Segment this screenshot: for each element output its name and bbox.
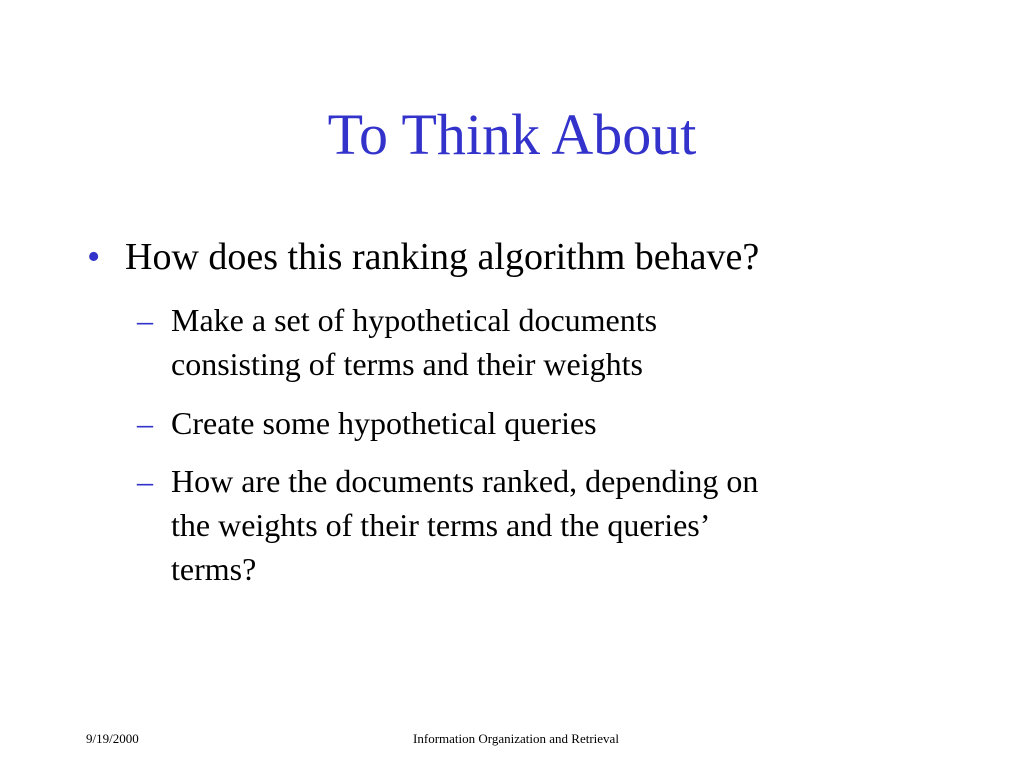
sub-bullet-line: consisting of terms and their weights (171, 346, 643, 382)
sub-bullet-marker: – (137, 302, 153, 338)
footer-course-title: Information Organization and Retrieval (413, 731, 619, 746)
sub-bullet-text (171, 401, 911, 445)
sub-bullet-marker: – (137, 405, 153, 441)
sub-bullet-line: Create some hypothetical queries (171, 405, 597, 441)
sub-bullet-line: How are the documents ranked, depending on (171, 463, 759, 499)
sub-bullet-line: the weights of their terms and the queries’ (171, 507, 711, 543)
bullet-marker: • (87, 236, 101, 278)
bullet-text: How does this ranking algorithm behave? (125, 236, 760, 278)
sub-bullet-line: terms? (171, 551, 257, 587)
sub-bullet-line: Make a set of hypothetical documents (171, 302, 658, 338)
sub-bullet-marker: – (137, 463, 153, 499)
sub-bullet-text (171, 459, 911, 591)
sub-bullet-text (171, 298, 911, 386)
slide-title: To Think About (327, 102, 697, 167)
footer-date: 9/19/2000 (86, 731, 139, 746)
